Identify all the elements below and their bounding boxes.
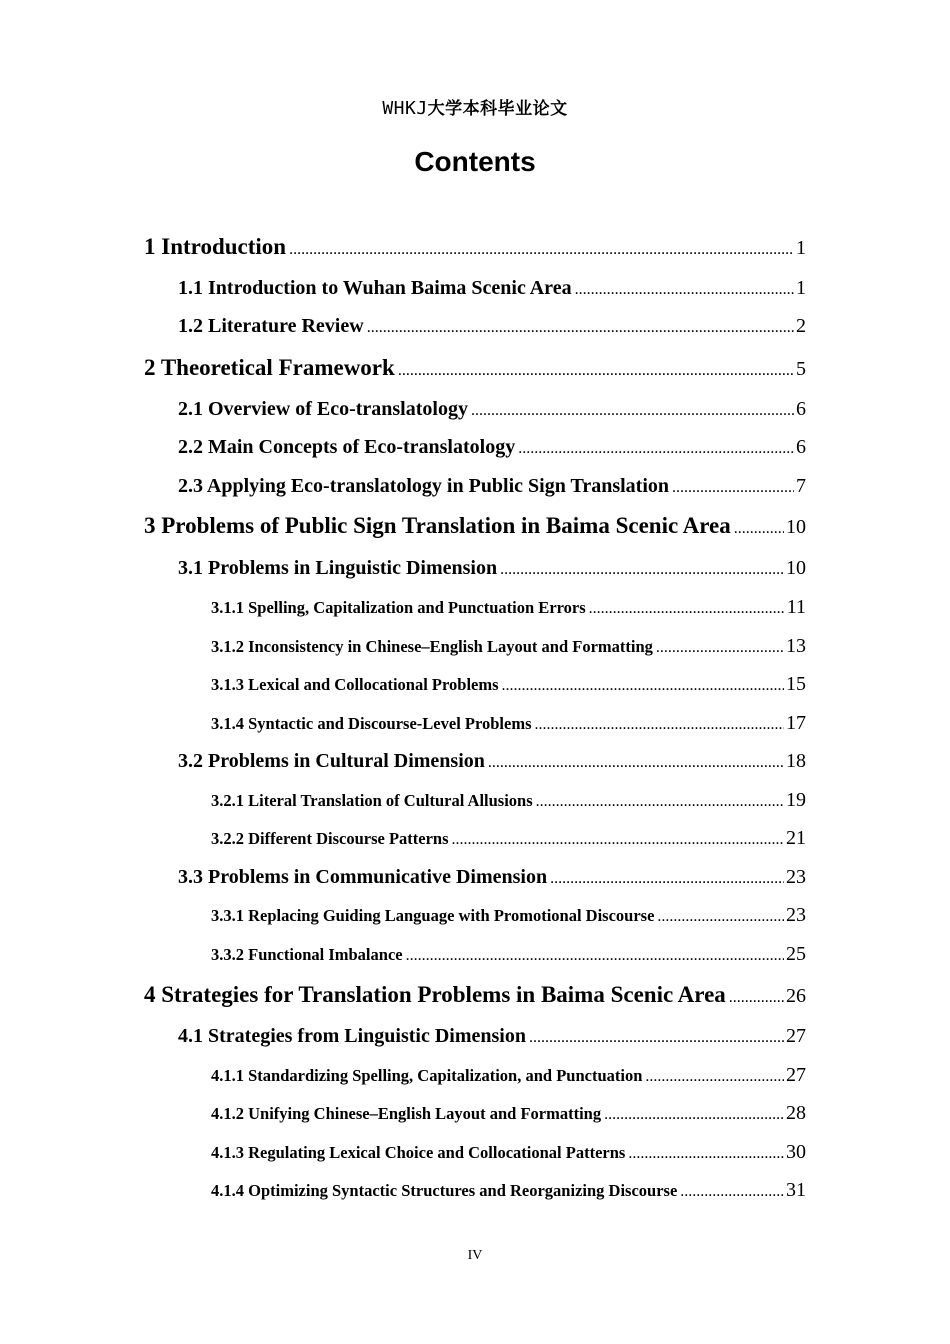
toc-dot-leader (734, 520, 784, 538)
toc-entry-label: 3.2 Problems in Cultural Dimension (178, 750, 485, 772)
toc-entry-label: 4.1.3 Regulating Lexical Choice and Collocational Patterns (211, 1143, 626, 1162)
toc-entry-page: 23 (786, 866, 806, 888)
toc-entry-label: 1 Introduction (144, 234, 287, 259)
toc-entry-page: 26 (786, 985, 806, 1007)
toc-dot-leader (550, 870, 784, 888)
toc-entry-page: 27 (786, 1025, 806, 1047)
toc-dot-leader (628, 1145, 784, 1163)
toc-dot-leader (536, 793, 784, 811)
toc-entry-label: 4.1.4 Optimizing Syntactic Structures and Reorganizing Discourse (211, 1181, 678, 1200)
header-cjk: 大学本科毕业论文 (427, 99, 568, 119)
toc-dot-leader (518, 440, 794, 458)
toc-entry-label: 3.1 Problems in Linguistic Dimension (178, 557, 498, 579)
toc-entry-page: 10 (786, 516, 806, 538)
toc-entry-page: 31 (786, 1179, 806, 1201)
toc-entry-label: 3.3 Problems in Communicative Dimension (178, 866, 548, 888)
toc-entry[interactable] (178, 475, 806, 498)
toc-entry[interactable] (178, 277, 806, 300)
toc-dot-leader (500, 561, 784, 579)
toc-entry-page: 19 (786, 789, 806, 811)
toc-entry-label: 2.3 Applying Eco-translatology in Public Sign Translation (178, 475, 670, 497)
toc-entry-page: 1 (796, 237, 806, 259)
toc-entry-page: 7 (796, 475, 806, 497)
toc-entry-page: 17 (786, 712, 806, 734)
toc-dot-leader (657, 908, 784, 926)
toc-entry-page: 27 (786, 1064, 806, 1086)
toc-entry-label: 2.1 Overview of Eco-translatology (178, 398, 468, 420)
toc-dot-leader (729, 989, 784, 1007)
toc-entry-page: 30 (786, 1141, 806, 1163)
toc-dot-leader (672, 479, 794, 497)
toc-entry[interactable] (211, 904, 806, 927)
toc-dot-leader (604, 1106, 784, 1124)
toc-entry-label: 3.3.1 Replacing Guiding Language with Promotional Discourse (211, 906, 655, 925)
toc-entry-page: 6 (796, 398, 806, 420)
toc-entry-page: 15 (786, 673, 806, 695)
toc-dot-leader (488, 754, 784, 772)
toc-dot-leader (406, 947, 784, 965)
toc-entry[interactable] (211, 943, 806, 966)
toc-entry[interactable] (211, 596, 806, 619)
toc-entry-label: 3.1.1 Spelling, Capitalization and Punctuation Errors (211, 598, 586, 617)
toc-entry[interactable] (144, 355, 806, 381)
toc-entry-label: 3.3.2 Functional Imbalance (211, 945, 403, 964)
toc-dot-leader (575, 281, 794, 299)
toc-entry-label: 4 Strategies for Translation Problems in Baima Scenic Area (144, 982, 726, 1007)
toc-entry[interactable] (178, 398, 806, 421)
toc-entry[interactable] (144, 513, 806, 539)
toc-entry-label: 4.1 Strategies from Linguistic Dimension (178, 1025, 526, 1047)
toc-entry[interactable] (178, 436, 806, 459)
toc-entry-page: 1 (796, 277, 806, 299)
toc-dot-leader (656, 639, 784, 657)
toc-entry[interactable] (211, 1102, 806, 1125)
toc-entry-label: 3.1.3 Lexical and Collocational Problems (211, 675, 499, 694)
toc-entry-page: 13 (786, 635, 806, 657)
toc-entry[interactable] (211, 789, 806, 812)
toc-dot-leader (471, 402, 794, 420)
toc-entry-label: 3 Problems of Public Sign Translation in Baima Scenic Area (144, 513, 731, 538)
toc-dot-leader (367, 319, 794, 337)
toc-dot-leader (645, 1068, 784, 1086)
toc-entry[interactable] (178, 750, 806, 773)
toc-entry-page: 18 (786, 750, 806, 772)
toc-entry-label: 3.1.4 Syntactic and Discourse-Level Problems (211, 714, 532, 733)
toc-entry-page: 10 (786, 557, 806, 579)
toc-entry-page: 2 (796, 315, 806, 337)
toc-entry-page: 28 (786, 1102, 806, 1124)
toc-entry[interactable] (144, 234, 806, 260)
toc-entry[interactable] (211, 635, 806, 658)
toc-entry-label: 2.2 Main Concepts of Eco-translatology (178, 436, 516, 458)
toc-entry-page: 5 (796, 358, 806, 380)
toc-entry-label: 2 Theoretical Framework (144, 355, 395, 380)
toc-entry[interactable] (178, 557, 806, 580)
toc-entry-label: 1.2 Literature Review (178, 315, 364, 337)
toc-dot-leader (680, 1183, 784, 1201)
header-latin: WHKJ (382, 98, 428, 119)
toc-entry[interactable] (211, 673, 806, 696)
toc-entry-page: 21 (786, 827, 806, 849)
toc-entry[interactable] (211, 1141, 806, 1164)
toc-entry-page: 11 (786, 596, 806, 618)
toc-entry-label: 1.1 Introduction to Wuhan Baima Scenic Area (178, 277, 572, 299)
page-title: Contents (414, 146, 536, 177)
toc-entry[interactable] (211, 1064, 806, 1087)
toc-dot-leader (452, 831, 784, 849)
toc-entry-label: 4.1.2 Unifying Chinese–English Layout and Formatting (211, 1104, 602, 1123)
page-number: IV (467, 1248, 483, 1263)
toc-dot-leader (398, 362, 794, 380)
toc-entry-label: 3.2.2 Different Discourse Patterns (211, 829, 449, 848)
toc-entry[interactable] (211, 712, 806, 735)
toc-dot-leader (535, 716, 784, 734)
toc-entry[interactable] (211, 1179, 806, 1202)
toc-entry[interactable] (211, 827, 806, 850)
toc-entry-page: 25 (786, 943, 806, 965)
toc-entry-label: 3.2.1 Literal Translation of Cultural Allusions (211, 791, 533, 810)
toc-dot-leader (502, 677, 784, 695)
toc-dot-leader (589, 600, 785, 618)
toc-dot-leader (289, 241, 794, 259)
toc-entry-page: 23 (786, 904, 806, 926)
toc-dot-leader (529, 1029, 784, 1047)
toc-entry-label: 4.1.1 Standardizing Spelling, Capitalization, and Punctuation (211, 1066, 643, 1085)
toc-entry[interactable] (178, 1025, 806, 1048)
toc-entry-page: 6 (796, 436, 806, 458)
toc-entry-label: 3.1.2 Inconsistency in Chinese–English Layout and Formatting (211, 637, 653, 656)
toc-entry[interactable] (144, 982, 806, 1008)
toc-entry[interactable] (178, 866, 806, 889)
toc-entry[interactable] (178, 315, 806, 338)
